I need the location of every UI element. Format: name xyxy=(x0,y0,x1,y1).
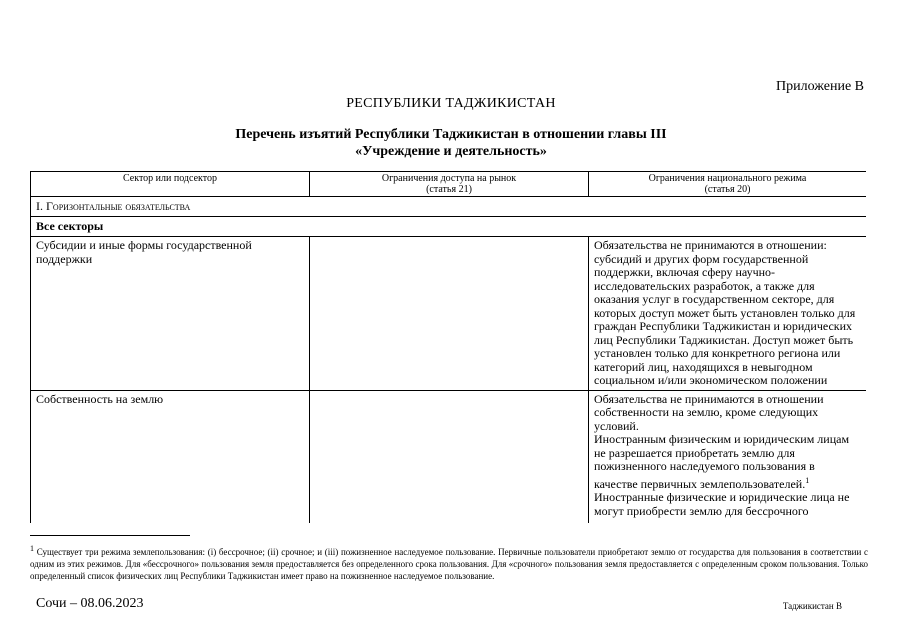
row-national-treatment xyxy=(589,390,867,523)
nt-paragraph-1: Обязательства не принимаются в отношении собственности на землю, кроме следующих условий. xyxy=(594,391,824,433)
header-national-treatment: Ограничения национального режима (статья 20) xyxy=(589,172,867,197)
section-row xyxy=(31,197,867,217)
footnote-divider xyxy=(30,535,190,536)
header-sector: Сектор или подсектор xyxy=(31,172,310,197)
nt-paragraph-3: Иностранные физические и юридические лица не могут приобрести землю для бессрочного xyxy=(594,490,850,518)
annex-label: Приложение В xyxy=(776,79,864,94)
table-row xyxy=(31,390,867,523)
header-market-access: Ограничения доступа на рынок (статья 21) xyxy=(310,172,589,197)
table-row xyxy=(31,237,867,391)
footer-annex: Таджикистан В xyxy=(782,601,842,611)
nt-paragraph-2: Иностранным физическим и юридическим лицам не разрешается приобретать землю для пожизненного наследуемого пользования в качестве первичных землепользователей.$^1$ xyxy=(594,432,850,491)
subsection-title: Все секторы xyxy=(31,217,867,237)
document-title xyxy=(0,126,902,160)
row-market-access xyxy=(310,390,589,523)
footer-date: Сочи – 08.06.2023 xyxy=(36,596,144,611)
subsection-row xyxy=(31,217,867,237)
footnote-marker: 1 xyxy=(30,544,34,553)
table-header-row xyxy=(31,172,867,197)
section-title: I. Горизонтальные обязательства xyxy=(31,197,867,217)
row-market-access xyxy=(310,237,589,391)
title-line-2: «Учреждение и деятельность» xyxy=(355,144,547,159)
row-sector: Собственность на землю xyxy=(31,390,310,523)
title-line-1: Перечень изъятий Республики Таджикистан в отношении главы III xyxy=(235,127,667,142)
commitments-table xyxy=(30,171,866,523)
footnote-text: Существует три режима землепользования: (i) бессрочное; (ii) срочное; и (iii) пожизненное наследуемое пользование. Первичные пользователи приобретают землю от государства для пользования в соответствии с одним из этих режимов. Для «бессрочного» пользования земля предоставляется без определенного срока пользования. Для «срочного» пользования земля предоставляется с определенным сроком пользования. Только определенный список физических лиц Республики Таджикистан имеет право на пожизненное наследуемое пользование. xyxy=(30,547,868,581)
row-national-treatment: Обязательства не принимаются в отношении: субсидий и других форм государственной поддержки, включая сферу научно-исследовательских разработок, а также для оказания услуг в государственном секторе, для которых доступ может быть установлен только для граждан Республики Таджикистан и юридических лиц Республики Таджикистан. Доступ может быть установлен только для конкретного региона или категорий лиц, находящихся в невыгодном социальном и/или экономическом положении xyxy=(589,237,867,391)
republic-heading: РЕСПУБЛИКИ ТАДЖИКИСТАН xyxy=(346,96,556,111)
row-sector: Субсидии и иные формы государственной поддержки xyxy=(31,237,310,391)
footnote xyxy=(30,543,868,582)
footnote-ref[interactable]: 1 xyxy=(805,475,810,485)
